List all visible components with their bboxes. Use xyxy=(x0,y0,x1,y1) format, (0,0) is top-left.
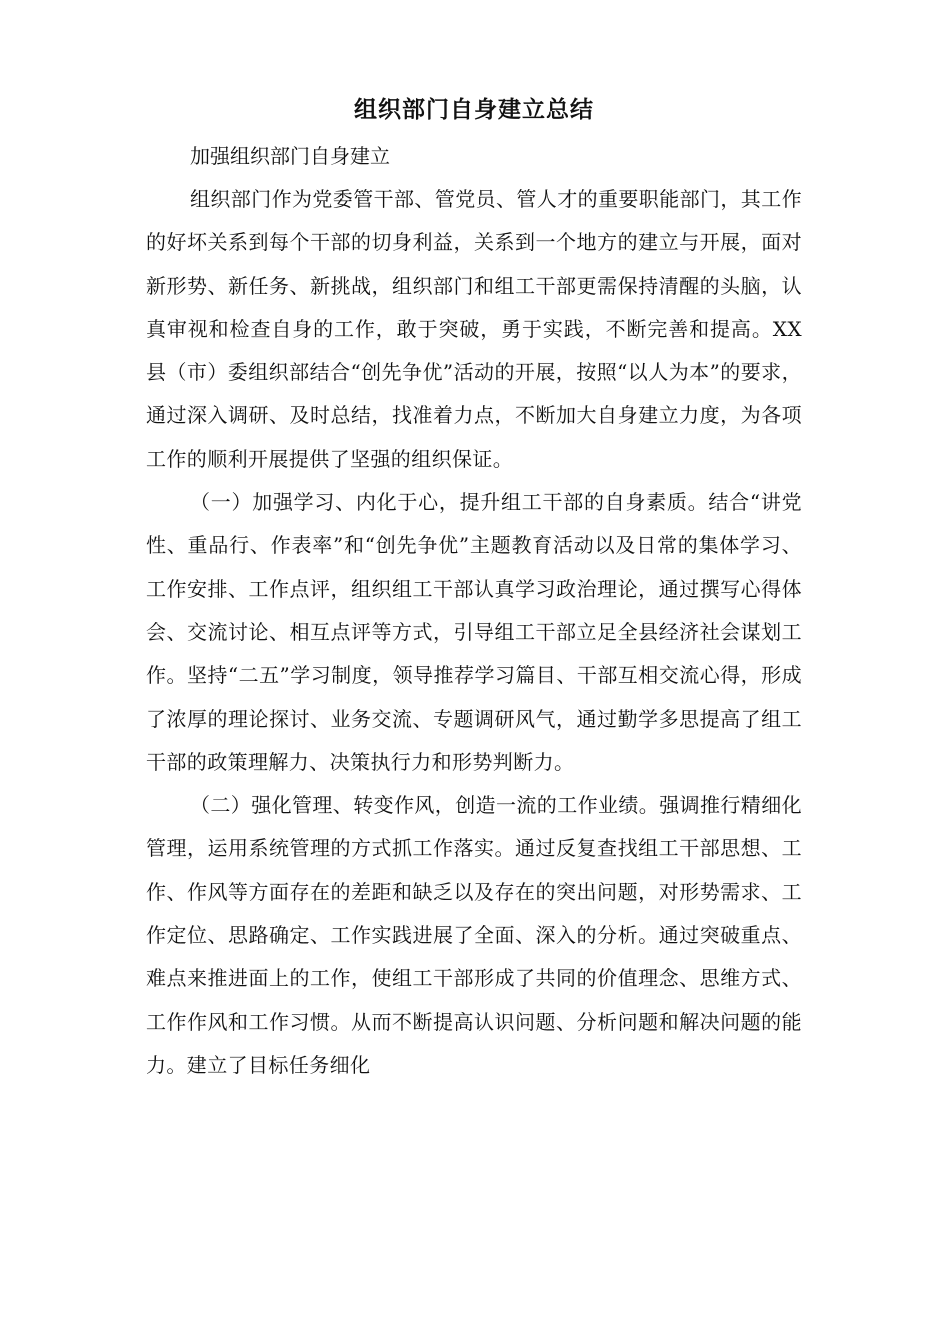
paragraph-intro: 组织部门作为党委管干部、管党员、管人才的重要职能部门，其工作的好坏关系到每个干部的切身利益，关系到一个地方的建立与开展，面对新形势、新任务、新挑战，组织部门和组工干部更需保持清醒的头脑，认真审视和检查自身的工作，敢于突破，勇于实践，不断完善和提高。XX县（市）委组织部结合“创先争优”活动的开展，按照“以人为本”的要求，通过深入调研、及时总结，找准着力点，不断加大自身建立力度，为各项工作的顺利开展提供了坚强的组织保证。 xyxy=(146,187,802,471)
paragraph-section-2: （二）强化管理、转变作风，创造一流的工作业绩。强调推行精细化管理，运用系统管理的方式抓工作落实。通过反复查找组工干部思想、工作、作风等方面存在的差距和缺乏以及存在的突出问题，对形势需求、工作定位、思路确定、工作实践进展了全面、深入的分析。通过突破重点、难点来推进面上的工作，使组工干部形成了共同的价值理念、思维方式、工作作风和工作习惯。从而不断提高认识问题、分析问题和解决问题的能力。建立了目标任务细化 xyxy=(146,793,802,1077)
document-page xyxy=(146,86,802,1087)
document-subtitle: 加强组织部门自身建立 xyxy=(190,144,390,168)
document-title: 组织部门自身建立总结 xyxy=(354,97,594,123)
paragraph-section-1: （一）加强学习、内化于心，提升组工干部的自身素质。结合“讲党性、重品行、作表率”和“创先争优”主题教育活动以及日常的集体学习、工作安排、工作点评，组织组工干部认真学习政治理论，通过撰写心得体会、交流讨论、相互点评等方式，引导组工干部立足全县经济社会谋划工作。坚持“二五”学习制度，领导推荐学习篇目、干部互相交流心得，形成了浓厚的理论探讨、业务交流、专题调研风气，通过勤学多思提高了组工干部的政策理解力、决策执行力和形势判断力。 xyxy=(146,490,802,774)
